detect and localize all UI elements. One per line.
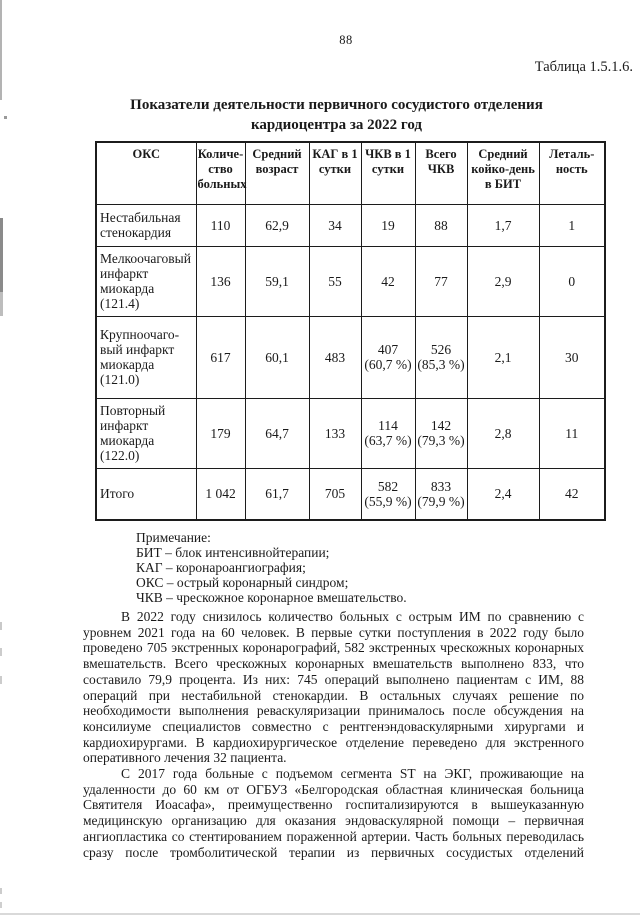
note-line: КАГ – коронароангиография; — [136, 560, 306, 575]
scan-artifact — [0, 676, 2, 684]
table-cell: 483 — [309, 316, 361, 398]
table-cell: 34 — [309, 204, 361, 246]
table-row — [96, 316, 605, 398]
table-cell: 0 — [539, 246, 605, 316]
table-cell: 142 (79,3 %) — [415, 398, 467, 468]
scan-artifact — [0, 648, 2, 656]
table-cell: 62,9 — [245, 204, 309, 246]
table-cell: 833 (79,9 %) — [415, 468, 467, 520]
table-cell: 133 — [309, 398, 361, 468]
note-line: ОКС – острый коронарный синдром; — [136, 575, 349, 590]
paragraph-1: В 2022 году снизилось количество больных с острым ИМ по сравнению с уровнем 2021 года на 60 человек. В первые сутки поступления в 2022 году было проведено 705 экстренных коронарографий, 582 экстренных чрескожных коронарных вмешательств. Всего чрескожных коронарных вмешательств выполнено 833, что составило 79,9 процента. Из них: 745 операций выполнено пациентам с ИМ, 88 операций при нестабильной стенокардии. В остальных случаях решение по необходимости выполнения реваскуляризации принималось после обсуждения на консилиуме специалистов совместно с рентгенэндоваскулярными хирургами и кардиохирургами. В кардиохирургическое отделение переведено для экстренного оперативного лечения 32 пациента. — [83, 609, 584, 766]
table-row — [96, 398, 605, 468]
row-label: Мелкоочаговый инфаркт миокарда (121.4) — [96, 246, 196, 316]
header-cell-bed-days: Средний койко-день в БИТ — [467, 142, 539, 204]
table-cell: 136 — [196, 246, 245, 316]
table-cell: 179 — [196, 398, 245, 468]
table-cell: 1,7 — [467, 204, 539, 246]
table-cell: 705 — [309, 468, 361, 520]
row-label: Повторный инфаркт миокарда (122.0) — [96, 398, 196, 468]
table-header-row — [96, 142, 605, 204]
table-cell: 1 — [539, 204, 605, 246]
body-text — [83, 609, 584, 860]
table-cell: 77 — [415, 246, 467, 316]
table-cell: 582 (55,9 %) — [361, 468, 415, 520]
document-title — [84, 95, 589, 135]
row-label: Крупноочаго-вый инфаркт миокарда (121.0) — [96, 316, 196, 398]
header-cell-oks: ОКС — [96, 142, 196, 204]
table-cell: 2,9 — [467, 246, 539, 316]
table-cell: 110 — [196, 204, 245, 246]
scan-artifact — [0, 902, 2, 908]
header-cell-chkv-day1: ЧКВ в 1 сутки — [361, 142, 415, 204]
table-row — [96, 204, 605, 246]
row-label: Итого — [96, 468, 196, 520]
indicators-table — [95, 141, 606, 521]
document-title-line2: кардиоцентра за 2022 год — [251, 117, 422, 133]
table-cell: 64,7 — [245, 398, 309, 468]
table-cell: 1 042 — [196, 468, 245, 520]
page-number: 88 — [339, 33, 353, 47]
table-cell: 60,1 — [245, 316, 309, 398]
scan-artifact — [0, 218, 3, 292]
document-title-line1: Показатели деятельности первичного сосудистого отделения — [130, 97, 543, 113]
table-cell: 2,4 — [467, 468, 539, 520]
table-notes — [136, 530, 596, 605]
row-label: Нестабильная стенокардия — [96, 204, 196, 246]
table-cell: 42 — [361, 246, 415, 316]
table-cell: 526 (85,3 %) — [415, 316, 467, 398]
table-row — [96, 246, 605, 316]
scan-artifact — [0, 888, 2, 894]
paragraph-2: С 2017 года больные с подъемом сегмента ST на ЭКГ, проживающие на удаленности до 60 км от ОГБУЗ «Белгородская областная клиническая больница Святителя Иоасафа», преимущественно госпитализируются в вышеуказанную медицинскую организацию для оказания эндоваскулярной помощи – первичная ангиопластика со стентированием пораженной артерии. Часть больных переводилась сразу после тромболитической терапии из первичных сосудистых отделений — [83, 766, 584, 860]
header-cell-mortality: Леталь-ность — [539, 142, 605, 204]
table-cell: 2,1 — [467, 316, 539, 398]
table-cell: 55 — [309, 246, 361, 316]
table-cell: 61,7 — [245, 468, 309, 520]
table-cell: 617 — [196, 316, 245, 398]
notes-label: Примечание: — [136, 530, 211, 545]
header-cell-chkv-total: Всего ЧКВ — [415, 142, 467, 204]
table-caption: Таблица 1.5.1.6. — [534, 59, 633, 75]
table-cell: 19 — [361, 204, 415, 246]
header-cell-avg-age: Средний возраст — [245, 142, 309, 204]
table-cell: 59,1 — [245, 246, 309, 316]
table-cell: 42 — [539, 468, 605, 520]
scan-artifact — [0, 0, 2, 100]
scan-artifact — [0, 292, 3, 316]
table-row-total — [96, 468, 605, 520]
table-cell: 114 (63,7 %) — [361, 398, 415, 468]
note-line: БИТ – блок интенсивнойтерапии; — [136, 545, 330, 560]
table-cell: 2,8 — [467, 398, 539, 468]
table-cell: 11 — [539, 398, 605, 468]
scan-artifact — [4, 116, 7, 119]
scan-artifact — [0, 622, 2, 630]
header-cell-kag-day1: КАГ в 1 сутки — [309, 142, 361, 204]
table-cell: 30 — [539, 316, 605, 398]
note-line: ЧКВ – чрескожное коронарное вмешательство. — [136, 590, 407, 605]
table-cell: 88 — [415, 204, 467, 246]
header-cell-patient-count: Количе-ство больных — [196, 142, 245, 204]
table-cell: 407 (60,7 %) — [361, 316, 415, 398]
